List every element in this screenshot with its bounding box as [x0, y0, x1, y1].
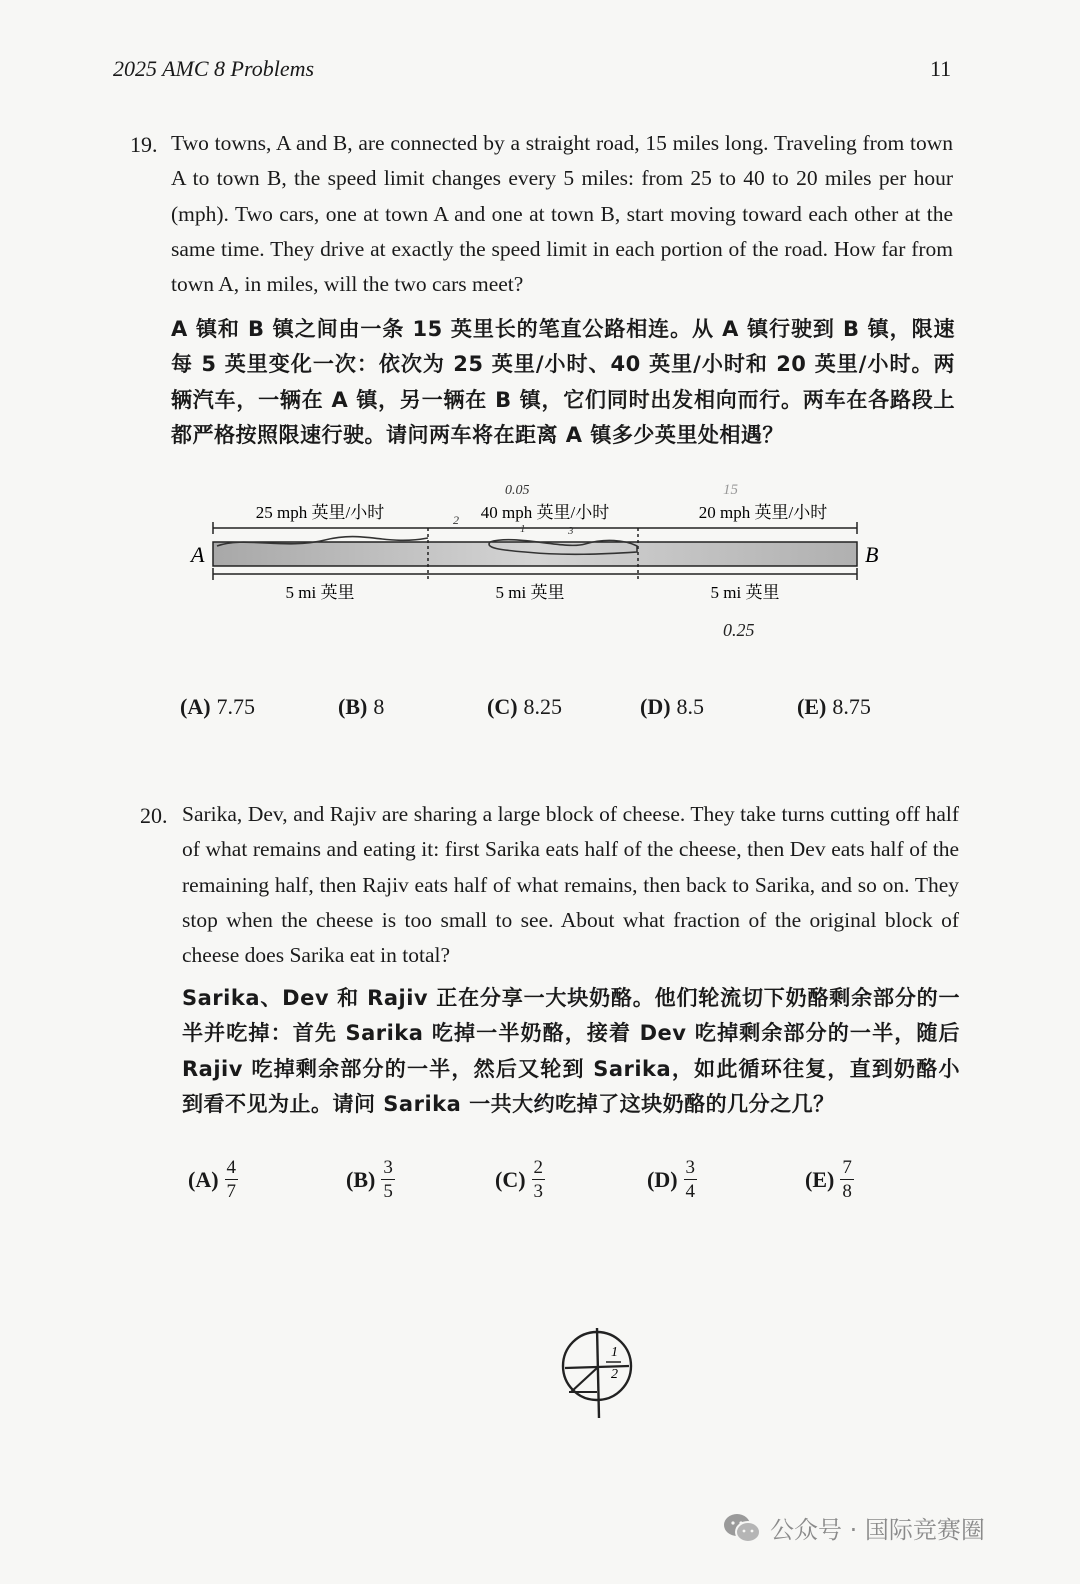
handwritten-note-5: 15 — [723, 482, 738, 498]
question-19-text-zh: A 镇和 B 镇之间由一条 15 英里长的笔直公路相连。从 A 镇行驶到 B 镇，限速每 5 英里变化一次：依次为 25 英里/小时、40 英里/小时和 20 英里/小时。两辆汽车，一辆在 A 镇，另一辆在 B 镇，它们同时出发相向而行。两车在各路段上都严格按照限速行驶。请问两车将在距离 A 镇多少英里处相遇？ — [171, 317, 955, 447]
q19-choice-e[interactable]: (E) 8.75 — [797, 694, 871, 719]
pie-fraction-numerator: 1 — [611, 1345, 618, 1360]
q20-choice-d[interactable]: (D) $\frac{3}{4}$ — [647, 1157, 696, 1202]
question-20-number: 20. — [140, 803, 168, 828]
q19-choice-c[interactable]: (C) 8.25 — [487, 694, 563, 719]
question-19-text-en: Two towns, A and B, are connected by a straight road, 15 miles long. Traveling from town A to town B, the speed limit changes every 5 miles: from 25 to 40 to 20 miles per hour (mph). Two cars, one at town A and one at town B, start moving toward each other at the same time. They drive at exactly the speed limit in each portion of the road. How far from town A, in miles, will the two cars meet? — [171, 131, 953, 297]
q20-choice-b[interactable]: (B) $\frac{3}{5}$ — [346, 1157, 393, 1202]
distance-label-2: 5 mi 英里 — [495, 583, 565, 602]
handwritten-note-2: 2 — [453, 513, 459, 527]
watermark-text: 公众号 · 国际竞赛圈 — [770, 1516, 985, 1544]
handwritten-note-3: 1 — [520, 523, 526, 535]
question-19-number: 19. — [130, 132, 158, 157]
q20-choice-a[interactable]: (A) $\frac{4}{7}$ — [188, 1157, 237, 1202]
road-bar — [213, 542, 857, 566]
distance-label-1: 5 mi 英里 — [285, 583, 355, 602]
q19-choice-d[interactable]: (D) 8.5 — [640, 694, 705, 719]
q19-choice-a[interactable]: (A) 7.75 — [180, 694, 256, 719]
pie-fraction-denominator: 2 — [611, 1367, 618, 1382]
town-a-label: A — [191, 542, 205, 567]
question-20-text-en: Sarika, Dev, and Rajiv are sharing a large block of cheese. They take turns cutting off half of what remains and eating it: first Sarika eats half of the cheese, then Dev eats half of the remaining half, then Rajiv eats half of what remains, then back to Sarika, and so on. They stop when the cheese is too small to see. About what fraction of the original block of cheese does Sarika eat in total? — [182, 802, 959, 968]
question-20-text-zh: Sarika、Dev 和 Rajiv 正在分享一大块奶酪。他们轮流切下奶酪剩余部分的一半并吃掉：首先 Sarika 吃掉一半奶酪，接着 Dev 吃掉剩余部分的一半，随后 Rajiv 吃掉剩余部分的一半，然后又轮到 Sarika，如此循环往复，直到奶酪小到看不见为止。请问 Sarika 一共大约吃掉了这块奶酪的几分之几？ — [182, 986, 960, 1116]
speed-label-3: 20 mph 英里/小时 — [698, 503, 828, 522]
q20-choice-e[interactable]: (E) $\frac{7}{8}$ — [805, 1157, 852, 1202]
wechat-icon — [722, 1511, 762, 1545]
q19-choice-b[interactable]: (B) 8 — [338, 694, 385, 719]
handwritten-note-6: 0.25 — [723, 620, 755, 640]
handwritten-note-4: 3 — [568, 525, 574, 537]
speed-label-1: 25 mph 英里/小时 — [255, 503, 385, 522]
q20-choice-c[interactable]: (C) $\frac{2}{3}$ — [495, 1157, 544, 1202]
road-diagram — [185, 470, 895, 650]
page-number: 11 — [930, 56, 952, 81]
handwritten-pie-sketch — [555, 1322, 645, 1422]
page-header-title: 2025 AMC 8 Problems — [113, 56, 315, 81]
watermark — [722, 1510, 985, 1545]
handwritten-note-1: 0.05 — [505, 483, 530, 498]
speed-label-2: 40 mph 英里/小时 — [480, 503, 610, 522]
town-b-label: B — [865, 542, 879, 567]
distance-label-3: 5 mi 英里 — [710, 583, 780, 602]
